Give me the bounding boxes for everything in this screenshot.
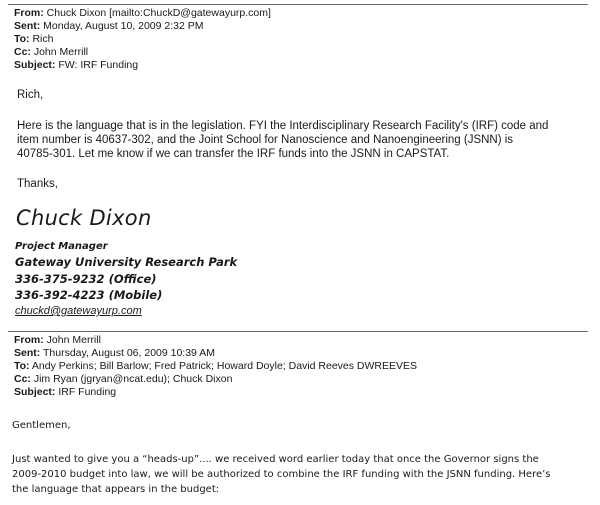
from-label: From: <box>14 334 44 346</box>
cc-label: Cc: <box>14 46 31 58</box>
greeting: Gentlemen, <box>12 420 71 431</box>
signature-phone-office: 336-375-9232 (Office) <box>15 272 157 286</box>
from-value: Chuck Dixon [mailto:ChuckD@gatewayurp.com] <box>46 7 271 19</box>
sent-value: Monday, August 10, 2009 2:32 PM <box>43 20 204 32</box>
to-label: To: <box>14 33 30 45</box>
subject-line <box>14 59 138 73</box>
body-line: item number is 40637-302, and the Joint School for Nanoscience and Nanoengineering (JSNN) is <box>17 134 514 146</box>
header-divider <box>8 4 588 5</box>
from-value: John Merrill <box>46 334 101 346</box>
subject-line <box>14 386 116 400</box>
cc-value: John Merrill <box>33 46 89 58</box>
sent-label: Sent: <box>14 20 41 32</box>
subject-label: Subject: <box>14 59 56 71</box>
to-value: Andy Perkins; Bill Barlow; Fred Patrick; Howard Doyle; David Reeves DWREEVES <box>31 360 418 372</box>
cc-value: Jim Ryan (jgryan@ncat.edu); Chuck Dixon <box>33 373 233 385</box>
cc-line <box>14 373 232 387</box>
signature-phone-mobile: 336-392-4223 (Mobile) <box>15 288 163 302</box>
subject-label: Subject: <box>14 386 56 398</box>
sent-line <box>14 20 204 34</box>
sent-value: Thursday, August 06, 2009 10:39 AM <box>42 347 215 359</box>
cc-line <box>14 46 88 60</box>
signature-title: Project Manager <box>15 241 108 252</box>
to-label: To: <box>14 360 30 372</box>
from-label: From: <box>14 7 44 19</box>
body-line: Just wanted to give you a “heads-up”.... we received word earlier today that once the Governor signs the <box>12 454 539 465</box>
body-line: Here is the language that is in the legislation. FYI the Interdisciplinary Research Facility's (IRF) code and <box>17 120 549 132</box>
subject-value: IRF Funding <box>58 386 117 398</box>
from-line <box>14 7 271 21</box>
sent-label: Sent: <box>14 347 41 359</box>
to-value: Rich <box>32 33 54 45</box>
signature-name: Chuck Dixon <box>16 206 152 230</box>
subject-value: FW: IRF Funding <box>58 59 139 71</box>
from-line <box>14 334 101 348</box>
header-divider <box>8 331 588 332</box>
body-line: 40785-301. Let me know if we can transfer the IRF funds into the JSNN in CAPSTAT. <box>17 148 450 160</box>
to-line <box>14 33 53 47</box>
cc-label: Cc: <box>14 373 31 385</box>
closing: Thanks, <box>17 178 58 190</box>
to-line <box>14 360 417 374</box>
body-line: the language that appears in the budget: <box>12 484 220 495</box>
sent-line <box>14 347 215 361</box>
signature-org: Gateway University Research Park <box>15 255 238 269</box>
greeting: Rich, <box>17 89 44 101</box>
signature-email-link[interactable]: chuckd@gatewayurp.com <box>15 305 142 317</box>
body-line: 2009-2010 budget into law, we will be authorized to combine the IRF funding with the JSNN funding. Here’s <box>12 469 551 480</box>
